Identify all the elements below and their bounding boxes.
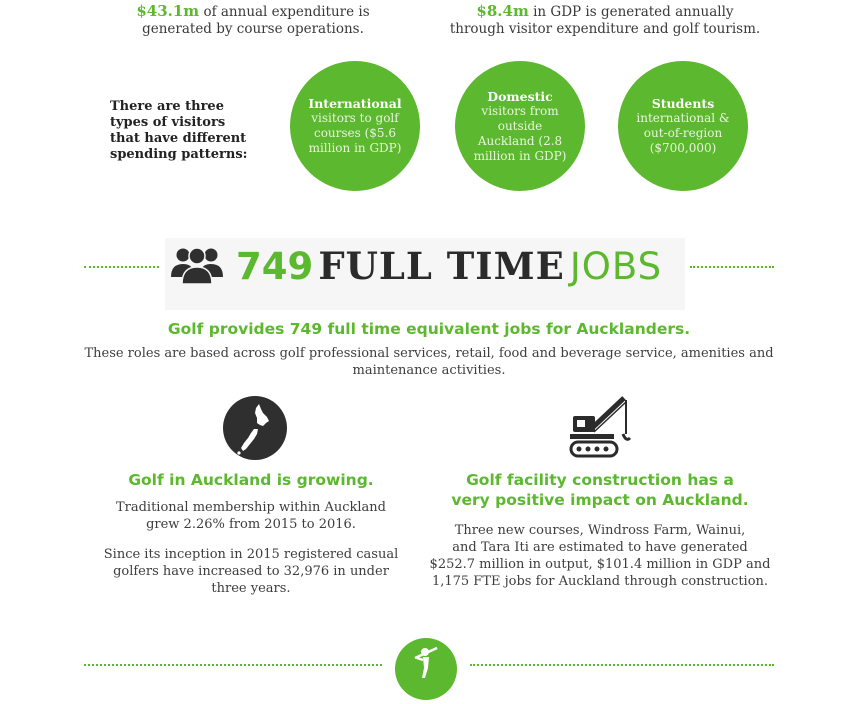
jobs-description-line: These roles are based across golf professional services, retail, food and beverage service, amenities and bbox=[84, 346, 774, 361]
visitor-international-circle bbox=[290, 61, 420, 191]
stat-gdp-text: in GDP is generated annually bbox=[528, 4, 734, 20]
stat-gdp bbox=[440, 3, 770, 38]
visitor-students-circle bbox=[618, 61, 748, 191]
construction-title-line: very positive impact on Auckland. bbox=[451, 491, 749, 509]
visitor-types-label bbox=[110, 99, 270, 163]
growing-paragraph-2 bbox=[95, 546, 407, 597]
people-group-icon bbox=[169, 243, 225, 285]
jobs-number: 749 bbox=[236, 245, 314, 288]
nz-map-circle bbox=[223, 396, 287, 460]
stat-gdp-text-2: through visitor expenditure and golf tourism. bbox=[449, 21, 761, 37]
footer-divider-right bbox=[470, 664, 774, 666]
jobs-description bbox=[60, 345, 798, 379]
visitor-types-label-line: that have different bbox=[110, 131, 247, 146]
growing-p2-line: golfers have increased to 32,976 in under bbox=[113, 564, 389, 579]
visitor-domestic-title: Domestic bbox=[487, 88, 553, 104]
growing-p2-line: three years. bbox=[211, 581, 291, 596]
divider-left bbox=[84, 266, 159, 268]
construction-title-line: Golf facility construction has a bbox=[466, 471, 734, 489]
stat-expenditure-text: of annual expenditure is bbox=[199, 4, 370, 20]
visitor-types-label-line: types of visitors bbox=[110, 115, 226, 130]
footer-divider-left bbox=[84, 664, 382, 666]
growing-p1-line: grew 2.26% from 2015 to 2016. bbox=[146, 517, 356, 532]
construction-paragraph bbox=[412, 522, 788, 590]
stat-expenditure-value: $43.1m bbox=[136, 2, 200, 20]
visitor-international-desc: visitors to golf courses ($5.6 million in GDP) bbox=[308, 111, 402, 155]
visitor-students-title: Students bbox=[651, 96, 715, 111]
stat-gdp-value: $8.4m bbox=[476, 2, 529, 20]
construction-p-line: Three new courses, Windross Farm, Wainui, bbox=[454, 523, 746, 538]
jobs-description-line: maintenance activities. bbox=[352, 363, 506, 378]
growing-p2-line: Since its inception in 2015 registered casual bbox=[103, 547, 399, 562]
construction-p-line: and Tara Iti are estimated to have generated bbox=[452, 540, 748, 555]
visitor-types-label-line: There are three bbox=[110, 99, 224, 114]
growing-paragraph-1 bbox=[95, 499, 407, 533]
stat-expenditure bbox=[118, 3, 388, 38]
jobs-heading-end: JOBS bbox=[569, 245, 663, 288]
crane-icon bbox=[568, 394, 638, 460]
growing-title: Golf in Auckland is growing. bbox=[128, 471, 374, 489]
visitor-students-desc: international & out-of-region ($700,000) bbox=[636, 111, 730, 155]
construction-p-line: $252.7 million in output, $101.4 million in GDP and bbox=[429, 557, 771, 572]
construction-title bbox=[422, 470, 778, 510]
growing-p1-line: Traditional membership within Auckland bbox=[115, 500, 387, 515]
visitor-domestic-desc: visitors from outside Auckland (2.8 million in GDP) bbox=[473, 103, 567, 163]
visitor-international-title: International bbox=[308, 96, 402, 111]
visitor-domestic-circle bbox=[455, 61, 585, 191]
golfer-circle bbox=[395, 638, 457, 700]
jobs-subheading: Golf provides 749 full time equivalent jobs for Aucklanders. bbox=[167, 320, 691, 338]
jobs-heading bbox=[236, 243, 662, 297]
new-zealand-map-icon bbox=[223, 396, 287, 460]
divider-right bbox=[690, 266, 774, 268]
golfer-icon bbox=[395, 638, 457, 700]
jobs-heading-middle: FULL TIME bbox=[318, 244, 565, 288]
construction-p-line: 1,175 FTE jobs for Auckland through construction. bbox=[431, 574, 769, 589]
stat-expenditure-text-2: generated by course operations. bbox=[142, 21, 364, 37]
visitor-types-label-line: spending patterns: bbox=[110, 147, 248, 162]
